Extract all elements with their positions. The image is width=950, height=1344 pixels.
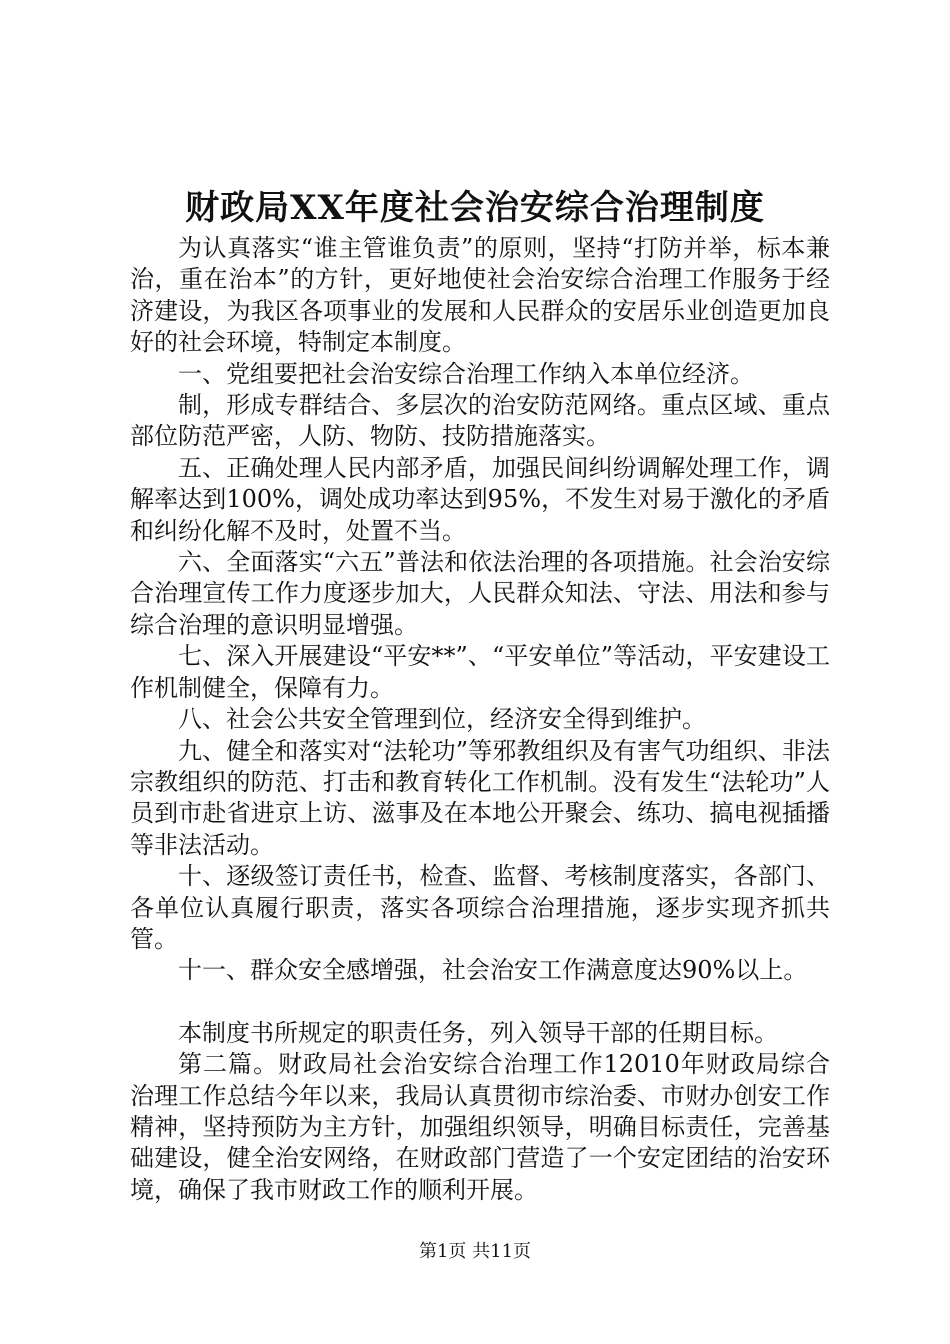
document-body	[130, 233, 830, 1206]
paragraph-part-two: 第二篇。财政局社会治安综合治理工作12010年财政局综合治理工作总结今年以来，我局认真贯彻市综治委、市财办创安工作精神，坚持预防为主方针，加强组织领导，明确目标责任，完善基础建设，健全治安网络，在财政部门营造了一个安定团结的治安环境，确保了我市财政工作的顺利开展。	[130, 1050, 830, 1204]
paragraph-item-7: 七、深入开展建设“平安**”、“平安单位”等活动，平安建设工作机制健全，保障有力。	[130, 642, 830, 702]
paragraph-mechanism: 制，形成专群结合、多层次的治安防范网络。重点区域、重点部位防范严密，人防、物防、技防措施落实。	[130, 391, 830, 451]
paragraph-item-8: 八、社会公共安全管理到位，经济安全得到维护。	[178, 705, 706, 734]
paragraph-item-11: 十一、群众安全感增强，社会治安工作满意度达90%以上。	[178, 956, 808, 985]
paragraph-item-1: 一、党组要把社会治安综合治理工作纳入本单位经济。	[178, 359, 754, 388]
document-title: 财政局XX年度社会治安综合治理制度	[185, 188, 765, 228]
page-number-footer: 第1页 共11页	[418, 1241, 532, 1262]
paragraph-item-10: 十、逐级签订责任书，检查、监督、考核制度落实，各部门、各单位认真履行职责，落实各项综合治理措施，逐步实现齐抓共管。	[130, 862, 830, 953]
paragraph-item-6: 六、全面落实“六五”普法和依法治理的各项措施。社会治安综合治理宣传工作力度逐步加大，人民群众知法、守法、用法和参与综合治理的意识明显增强。	[130, 548, 830, 639]
paragraph-item-9: 九、健全和落实对“法轮功”等邪教组织及有害气功组织、非法宗教组织的防范、打击和教育转化工作机制。没有发生“法轮功”人员到市赴省进京上访、滋事及在本地公开聚会、练功、搞电视插播等非法活动。	[130, 736, 830, 859]
paragraph-responsibility: 本制度书所规定的职责任务，列入领导干部的任期目标。	[178, 1018, 778, 1047]
paragraph-intro: 为认真落实“谁主管谁负责”的原则，坚持“打防并举，标本兼治，重在治本”的方针，更好地使社会治安综合治理工作服务于经济建设，为我区各项事业的发展和人民群众的安居乐业创造更加良好的社会环境，特制定本制度。	[130, 234, 830, 357]
paragraph-item-5: 五、正确处理人民内部矛盾，加强民间纠纷调解处理工作，调解率达到100%，调处成功率达到95%，不发生对易于激化的矛盾和纠纷化解不及时，处置不当。	[130, 453, 830, 545]
